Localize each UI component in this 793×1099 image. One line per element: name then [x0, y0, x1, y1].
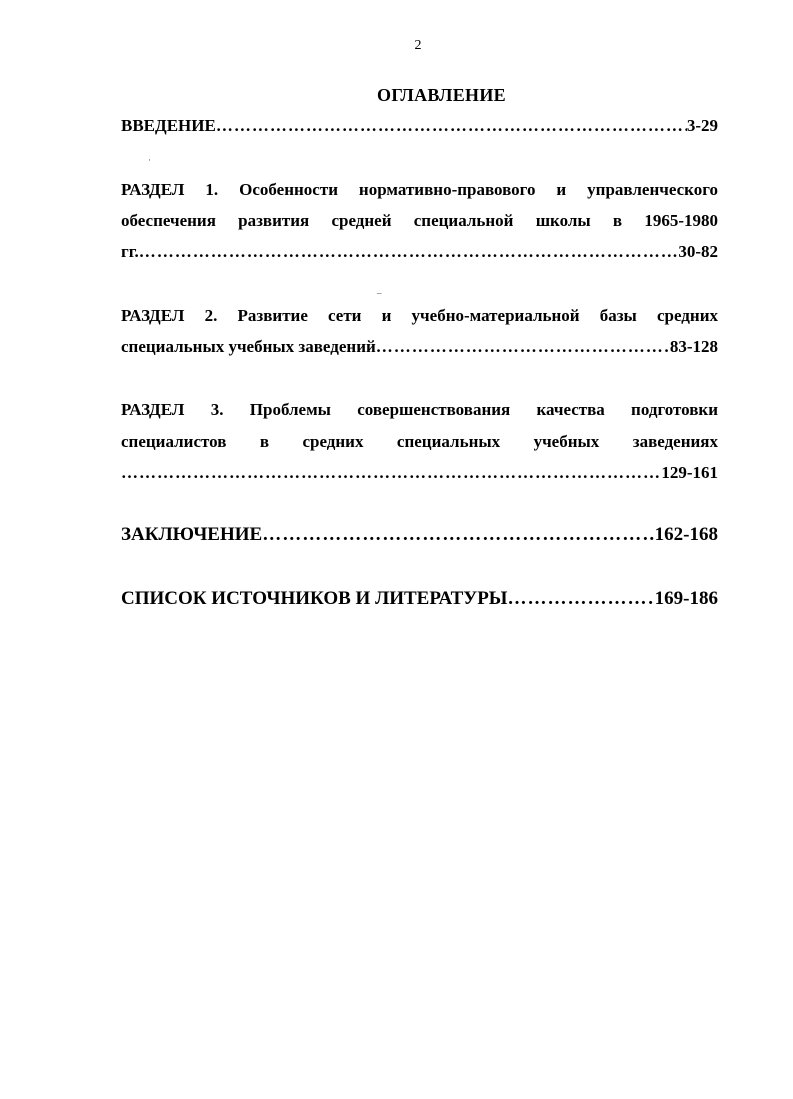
- toc-entry-section1-line1: РАЗДЕЛ 1. Особенности нормативно-правового и управленческого: [121, 180, 718, 199]
- toc-entry-pages: 30-82: [678, 242, 718, 261]
- scan-speck: –: [377, 288, 382, 298]
- dot-leader: [139, 242, 679, 262]
- scan-speck: ·: [148, 155, 151, 165]
- dot-leader: [262, 525, 654, 545]
- dot-leader: [121, 463, 661, 483]
- toc-entry-section1-line2: обеспечения развития средней специальной школы в 1965-1980: [121, 211, 718, 230]
- toc-entry-section3-line2: специалистов в средних специальных учебных заведениях: [121, 432, 718, 451]
- toc-entry-sources: [121, 589, 718, 611]
- toc-entry-section3-line1: РАЗДЕЛ 3. Проблемы совершенствования качества подготовки: [121, 400, 718, 419]
- toc-entry-section3-line3: [121, 463, 718, 485]
- toc-entry-conclusion: [121, 525, 718, 547]
- toc-entry-pages: 3-29: [686, 116, 718, 135]
- dot-leader: [507, 589, 654, 609]
- toc-entry-label: гг.: [121, 242, 139, 261]
- toc-title: ОГЛАВЛЕНИЕ: [377, 85, 506, 105]
- dot-leader: [376, 337, 670, 357]
- toc-entry-section2-line2: [121, 337, 718, 359]
- dot-leader: [216, 116, 687, 136]
- toc-entry-pages: 162-168: [654, 525, 718, 545]
- toc-entry-section1-line3: [121, 242, 718, 264]
- toc-entry-intro: [121, 116, 718, 138]
- page-number: 2: [414, 38, 422, 53]
- toc-entry-label: ВВЕДЕНИЕ: [121, 116, 216, 135]
- toc-entry-pages: 169-186: [654, 589, 718, 609]
- toc-entry-label: СПИСОК ИСТОЧНИКОВ И ЛИТЕРАТУРЫ: [121, 589, 508, 609]
- toc-entry-label: ЗАКЛЮЧЕНИЕ: [121, 525, 263, 545]
- toc-entry-pages: 129-161: [661, 463, 718, 482]
- toc-entry-label: специальных учебных заведений: [121, 337, 376, 356]
- toc-entry-pages: 83-128: [669, 337, 718, 356]
- toc-entry-section2-line1: РАЗДЕЛ 2. Развитие сети и учебно-материальной базы средних: [121, 306, 718, 325]
